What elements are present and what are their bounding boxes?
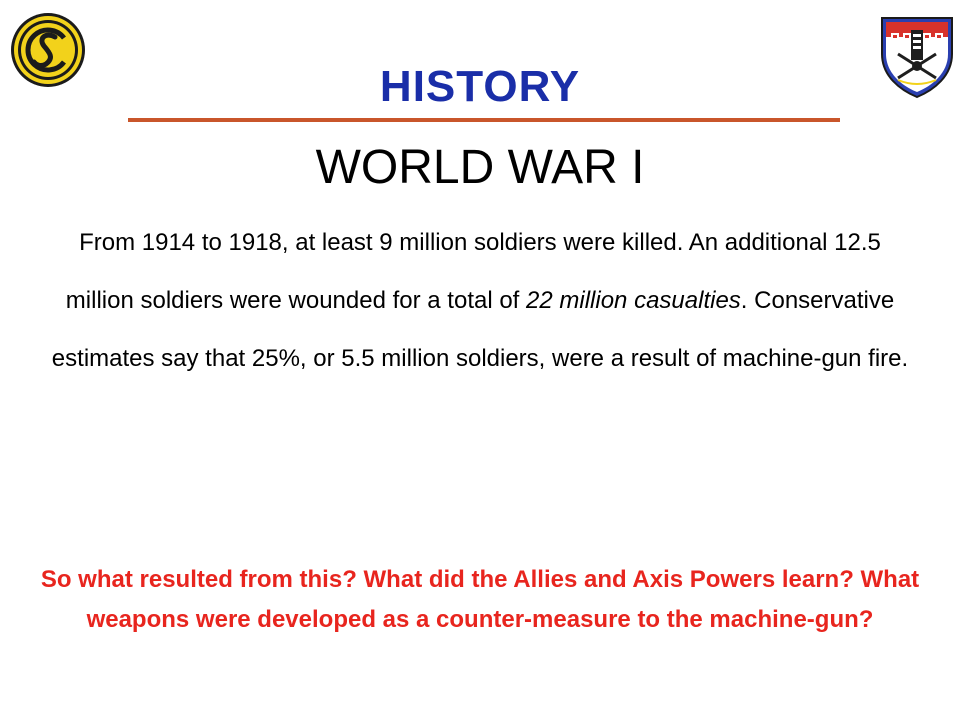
header-title: HISTORY xyxy=(379,62,581,111)
body-text-emphasis: 22 million casualties xyxy=(526,287,741,314)
body-paragraph xyxy=(50,214,910,388)
body-text-segment: From 1914 to 1918, at least 9 million soldiers were killed. An additional 12.5 million soldiers were wounded for a total of xyxy=(65,229,881,314)
page-title: WORLD WAR I xyxy=(315,141,645,194)
question-text: So what resulted from this? What did the Allies and Axis Powers learn? What weapons were developed as a counter-measure to the machine-gun? xyxy=(40,566,920,633)
body-text-segment: . Conservative estimates say that 25%, or 5.5 million soldiers, were a result of machine-gun fire. xyxy=(51,287,909,372)
header-divider xyxy=(128,118,840,122)
